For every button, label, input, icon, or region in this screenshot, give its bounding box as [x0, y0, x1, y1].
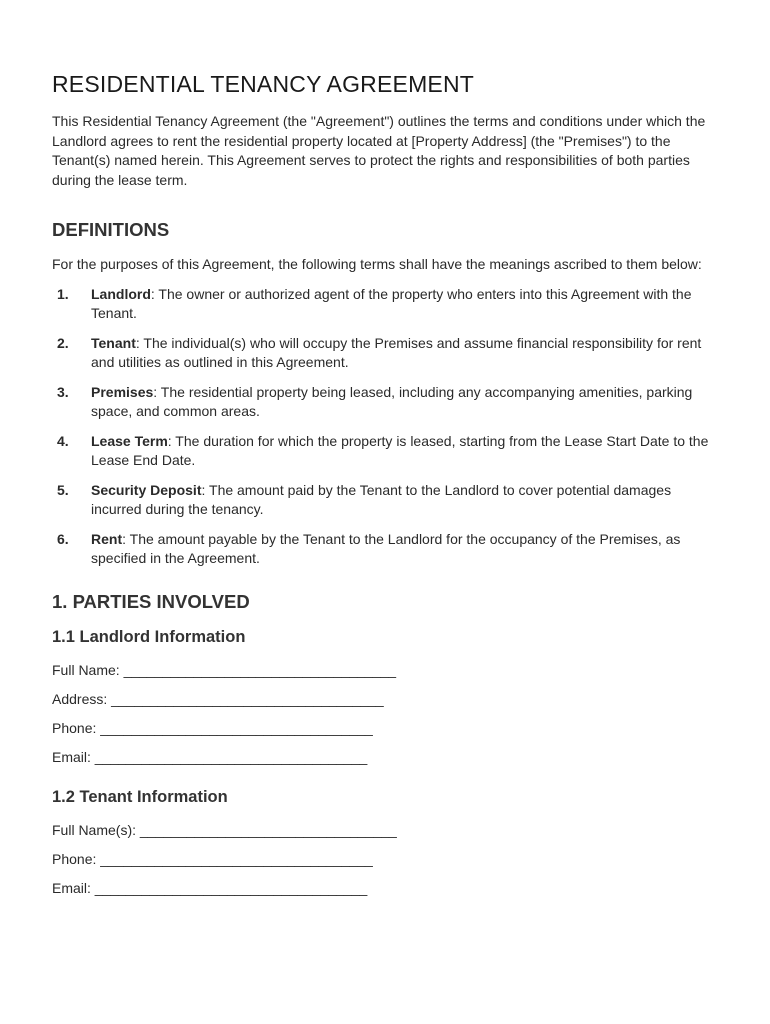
definition-item: [52, 432, 718, 471]
definition-number: 6.: [57, 530, 69, 547]
definition-item: [52, 383, 718, 422]
definition-number: 1.: [57, 285, 69, 302]
definition-term: Lease Term: [91, 432, 168, 449]
definitions-heading: DEFINITIONS: [52, 218, 170, 240]
document-title: RESIDENTIAL TENANCY AGREEMENT: [52, 71, 475, 97]
tenant-phone-field: Phone: ___________________________________: [52, 850, 373, 867]
tenant-section: [52, 787, 718, 898]
definition-text: : The residential property being leased, including any accompanying amenities, parking space, and common areas.: [91, 383, 693, 420]
definition-text: : The duration for which the property is leased, starting from the Lease Start Date to the Lease End Date.: [91, 432, 709, 469]
tenant-email-field: Email: ___________________________________: [52, 879, 368, 896]
definition-number: 3.: [57, 383, 69, 400]
definition-item: [52, 530, 718, 569]
landlord-phone-field: Phone: ___________________________________: [52, 719, 373, 736]
definition-text: : The owner or authorized agent of the property who enters into this Agreement with the Tenant.: [91, 285, 692, 322]
definition-term: Security Deposit: [91, 481, 202, 498]
definition-item: [52, 334, 718, 373]
definition-number: 5.: [57, 481, 69, 498]
definition-number: 2.: [57, 334, 69, 351]
tenant-heading: 1.2 Tenant Information: [52, 787, 228, 806]
definition-term: Tenant: [91, 334, 136, 351]
definition-item: [52, 481, 718, 520]
definitions-list: [52, 285, 718, 569]
definition-text: : The individual(s) who will occupy the Premises and assume financial responsibility for rent and utilities as outlined in this Agreement.: [91, 334, 702, 371]
definition-term: Rent: [91, 530, 123, 547]
landlord-full-name-field: Full Name: ___________________________________: [52, 661, 397, 678]
definition-text: : The amount paid by the Tenant to the Landlord to cover potential damages incurred during the tenancy.: [91, 481, 672, 518]
parties-heading: 1. PARTIES INVOLVED: [52, 590, 250, 612]
definition-term: Premises: [91, 383, 154, 400]
definition-text: : The amount payable by the Tenant to the Landlord for the occupancy of the Premises, as specified in the Agreement.: [91, 530, 681, 567]
landlord-heading: 1.1 Landlord Information: [52, 627, 246, 646]
tenant-full-names-field: Full Name(s): _________________________________: [52, 821, 397, 838]
definition-number: 4.: [57, 432, 69, 449]
landlord-section: [52, 627, 718, 767]
landlord-email-field: Email: ___________________________________: [52, 748, 368, 765]
landlord-address-field: Address: ___________________________________: [52, 690, 384, 707]
intro-paragraph: This Residential Tenancy Agreement (the "Agreement") outlines the terms and conditions under which the Landlord agrees to rent the residential property located at [Property Address] (the "Premises") to the Tenant(s) named herein. This Agreement serves to protect the rights and responsibilities of both parties during the lease term.: [52, 113, 706, 189]
definition-item: [52, 285, 718, 324]
definition-term: Landlord: [91, 285, 151, 302]
definitions-intro: For the purposes of this Agreement, the following terms shall have the meanings ascribed to them below:: [52, 255, 702, 272]
